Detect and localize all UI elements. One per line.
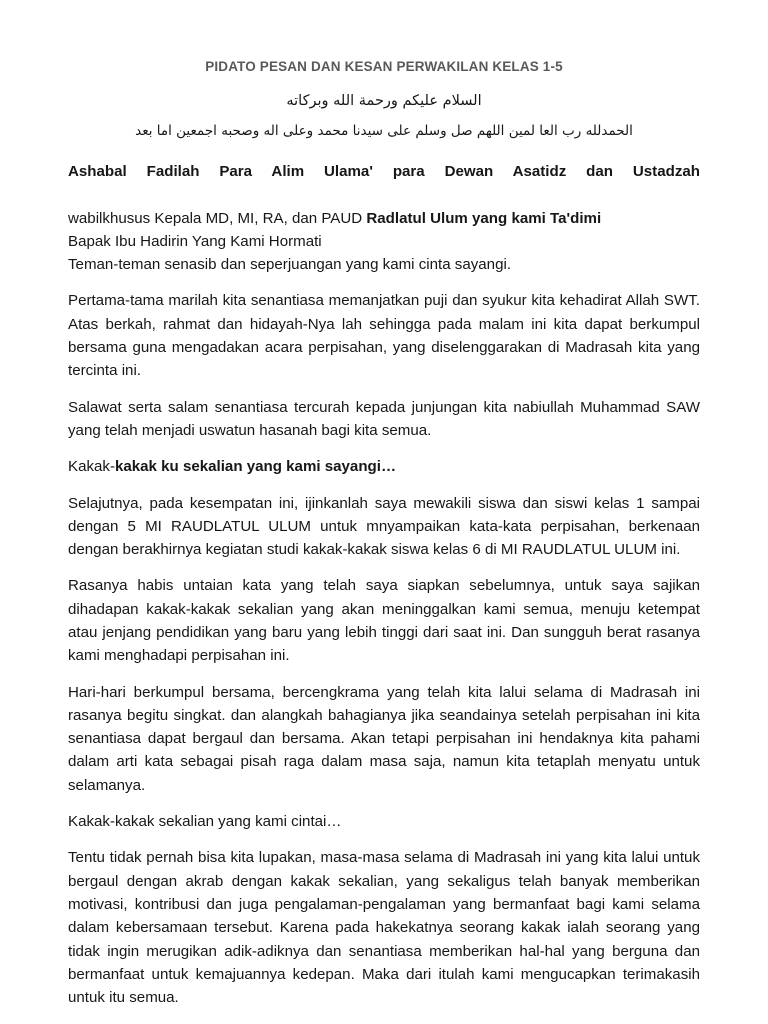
arabic-hamdalah-line: الحمدلله رب العا لمين اللهم صل وسلم على سيدنا محمد وعلى اله وصحبه اجمعين اما بعد: [135, 123, 633, 140]
section-heading-1-bold: kakak ku sekalian yang kami sayangi…: [114, 458, 397, 476]
salutation-line-2-regular: wabilkhusus Kepala MD, MI, RA, dan PAUD: [68, 209, 367, 227]
salutation-line-3: Bapak Ibu Hadirin Yang Kami Hormati: [68, 232, 322, 250]
paragraph-2: Salawat serta salam senantiasa tercurah kepada junjungan kita nabiullah Muhammad SAW yang telah menjadi uswatun hasanah bagi kita semua.: [68, 398, 700, 439]
salutation-line-1: Ashabal Fadilah Para Alim Ulama' para Dewan Asatidz dan Ustadzah: [68, 162, 700, 180]
paragraph-1: Pertama-tama marilah kita senantiasa memanjatkan puji dan syukur kita kehadirat Allah SWT. Atas berkah, rahmat dan hidayah-Nya lah sehingga pada malam ini kita dapat berkumpul bersama guna mengadakan acara perpisahan, yang diselenggarakan di Madrasah kita yang tercinta ini.: [68, 292, 700, 380]
paragraph-6: Tentu tidak pernah bisa kita lupakan, masa-masa selama di Madrasah ini yang kita lalui untuk bergaul dengan akrab dengan kakak sekalian, yang sekaligus telah banyak memberikan motivasi, kontribusi dan juga pengalaman-pengalaman yang bermanfaat bagi kami selama dalam kebersamaan tersebut. Karena pada hakekatnya seorang kakak ialah seorang yang tidak ingin merugikan adik-adiknya dan senantiasa memberikan hal-hal yang berguna dan bermanfaat untuk kemajuannya kedepan. Maka dari itulah kami mengucapkan terimakasih untuk itu semua.: [68, 849, 700, 1007]
salutation-block: [68, 160, 700, 276]
salutation-line-2: [68, 207, 700, 230]
section-heading-2: Kakak-kakak sekalian yang kami cintai…: [68, 813, 342, 831]
salutation-line-2-bold: Radlatul Ulum yang kami Ta'dimi: [366, 209, 602, 227]
page-title: PIDATO PESAN DAN KESAN PERWAKILAN KELAS 1-5: [205, 59, 563, 74]
paragraph-5: Hari-hari berkumpul bersama, bercengkrama yang telah kita lalui selama di Madrasah ini rasanya begitu singkat. dan alangkah bahagianya jika seandainya setelah perpisahan ini kita senantiasa dapat bergaul dan bersama. Akan tetapi perpisahan ini hendaknya kita pahami dalam arti kata sebagai pisah raga dalam masa saja, namun kita tetaplah menyatu untuk selamanya.: [68, 683, 700, 794]
salutation-line-4: Teman-teman senasib dan seperjuangan yang kami cinta sayangi.: [68, 256, 512, 274]
section-heading-1-regular: Kakak-: [68, 458, 115, 476]
section-heading-1: [68, 455, 700, 478]
paragraph-3: Selajutnya, pada kesempatan ini, ijinkanlah saya mewakili siswa dan siswi kelas 1 sampai dengan 5 MI RAUDLATUL ULUM untuk mnyampaikan kata-kata perpisahan, berkenaan dengan berakhirnya kegiatan studi kakak-kakak siswa kelas 6 di MI RAUDLATUL ULUM ini.: [68, 494, 700, 559]
arabic-salam-line: السلام عليكم ورحمة الله وبركاته: [286, 92, 482, 109]
paragraph-4: Rasanya habis untaian kata yang telah saya siapkan sebelumnya, untuk saya sajikan dihadapan kakak-kakak sekalian yang akan meninggalkan kami semua, menuju ketempat atau jenjang pendidikan yang baru yang lebih tinggi dari saat ini. Dan sungguh berat rasanya kami menghadapi perpisahan ini.: [68, 577, 700, 665]
